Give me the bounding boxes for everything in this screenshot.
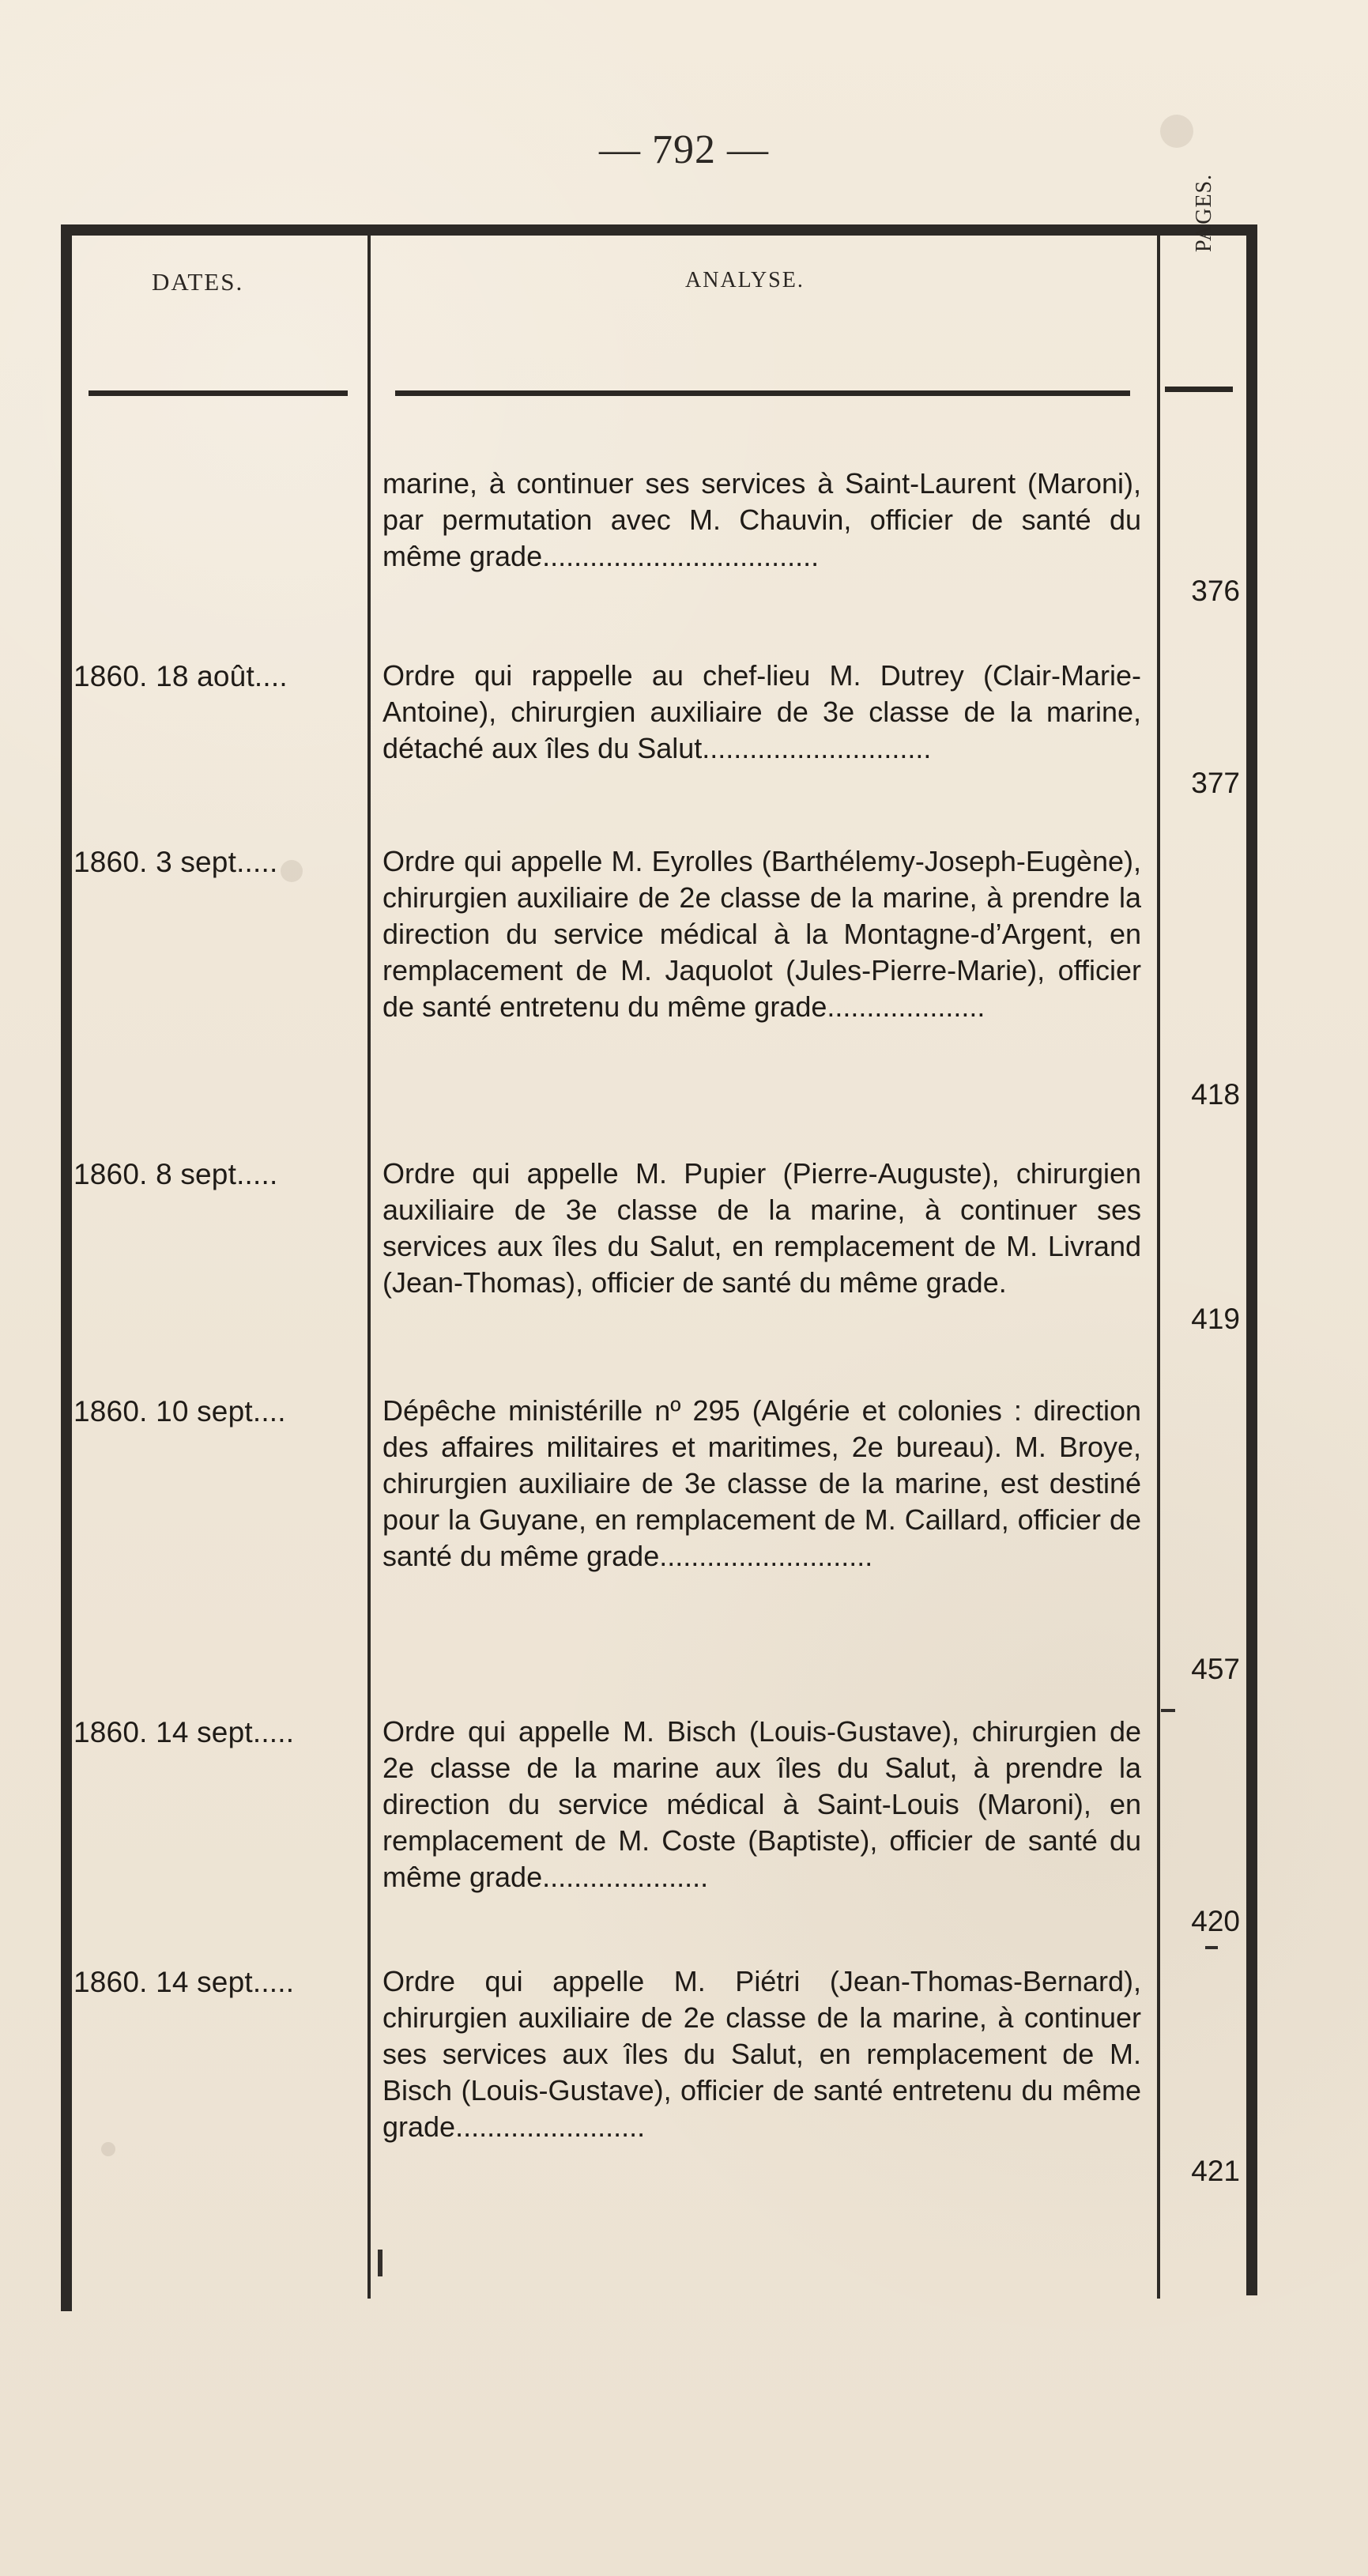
row-analysis: marine, à continuer ses services à Saint-Laurent (Maroni), par permutation avec M. Chauvin, officier de santé du même grade...................................	[383, 467, 1141, 572]
row-date: 1860. 14 sept.....	[73, 1716, 295, 1748]
print-mark	[1161, 1709, 1175, 1712]
row-date: 1860. 14 sept.....	[73, 1966, 295, 1998]
dates-header-rule	[89, 390, 348, 396]
pages-header-rule	[1165, 387, 1233, 392]
row-analysis: Ordre qui appelle M. Pupier (Pierre-Auguste), chirurgien auxiliaire de 3e classe de la marine, à continuer ses services aux îles du Salut, en remplacement de M. Livrand (Jean-Thomas), officier de santé du même grade.	[383, 1157, 1141, 1299]
analyse-header-rule	[395, 390, 1130, 396]
table-right-border	[1246, 224, 1257, 2295]
table-left-border	[61, 224, 72, 2311]
row-date: 1860. 3 sept.....	[73, 846, 278, 878]
row-page-reference: 420	[1191, 1905, 1240, 1937]
analyse-header: ANALYSE.	[685, 268, 805, 292]
row-page-reference: 376	[1191, 575, 1240, 607]
row-page-reference: 419	[1191, 1303, 1240, 1335]
dates-column-divider	[367, 236, 371, 2299]
row-page-reference: 418	[1191, 1078, 1240, 1111]
table-top-rule	[61, 224, 1257, 236]
row-page-reference: 457	[1191, 1653, 1240, 1685]
row-analysis: Dépêche ministérille nº 295 (Algérie et colonies : direction des affaires militaires et maritimes, 2e bureau). M. Broye, chirurgien auxiliaire de 3e classe de la marine, est destiné pour la Guyane, en remplacement de M. Caillard, officier de santé du même grade...........................	[383, 1394, 1141, 1572]
ledger-table	[61, 173, 1257, 2311]
row-analysis: Ordre qui appelle M. Eyrolles (Barthélemy-Joseph-Eugène), chirurgien auxiliaire de 2e classe de la marine, à prendre la direction du service médical à la Montagne-d’Argent, en remplacement de M. Jaquolot (Jules-Pierre-Marie), officier de santé entretenu du même grade....................	[383, 845, 1141, 1023]
page-number: — 792 —	[599, 127, 769, 172]
dates-header: DATES.	[152, 268, 244, 296]
pages-column-divider	[1157, 236, 1160, 2299]
row-analysis: Ordre qui appelle M. Bisch (Louis-Gustave), chirurgien de 2e classe de la marine aux îles du Salut, à prendre la direction du service médical à Saint-Louis (Maroni), en remplacement de M. Coste (Baptiste), officier de santé du même grade.....................	[383, 1715, 1141, 1893]
row-page-reference: 421	[1191, 2155, 1240, 2187]
print-mark	[1205, 1946, 1218, 1949]
print-mark	[378, 2250, 383, 2276]
row-page-reference: 377	[1191, 767, 1240, 799]
pages-header: PAGES.	[1192, 173, 1216, 252]
row-date: 1860. 18 août....	[73, 660, 288, 692]
row-date: 1860. 8 sept.....	[73, 1158, 278, 1190]
row-analysis: Ordre qui appelle M. Piétri (Jean-Thomas-Bernard), chirurgien auxiliaire de 2e classe de la marine, à continuer ses services aux îles du Salut, en remplacement de M. Bisch (Louis-Gustave), officier de santé entretenu du même grade........................	[383, 1965, 1141, 2143]
row-analysis: Ordre qui rappelle au chef-lieu M. Dutrey (Clair-Marie-Antoine), chirurgien auxiliaire de 3e classe de la marine, détaché aux îles du Salut.............................	[383, 659, 1141, 764]
row-date: 1860. 10 sept....	[73, 1395, 286, 1428]
